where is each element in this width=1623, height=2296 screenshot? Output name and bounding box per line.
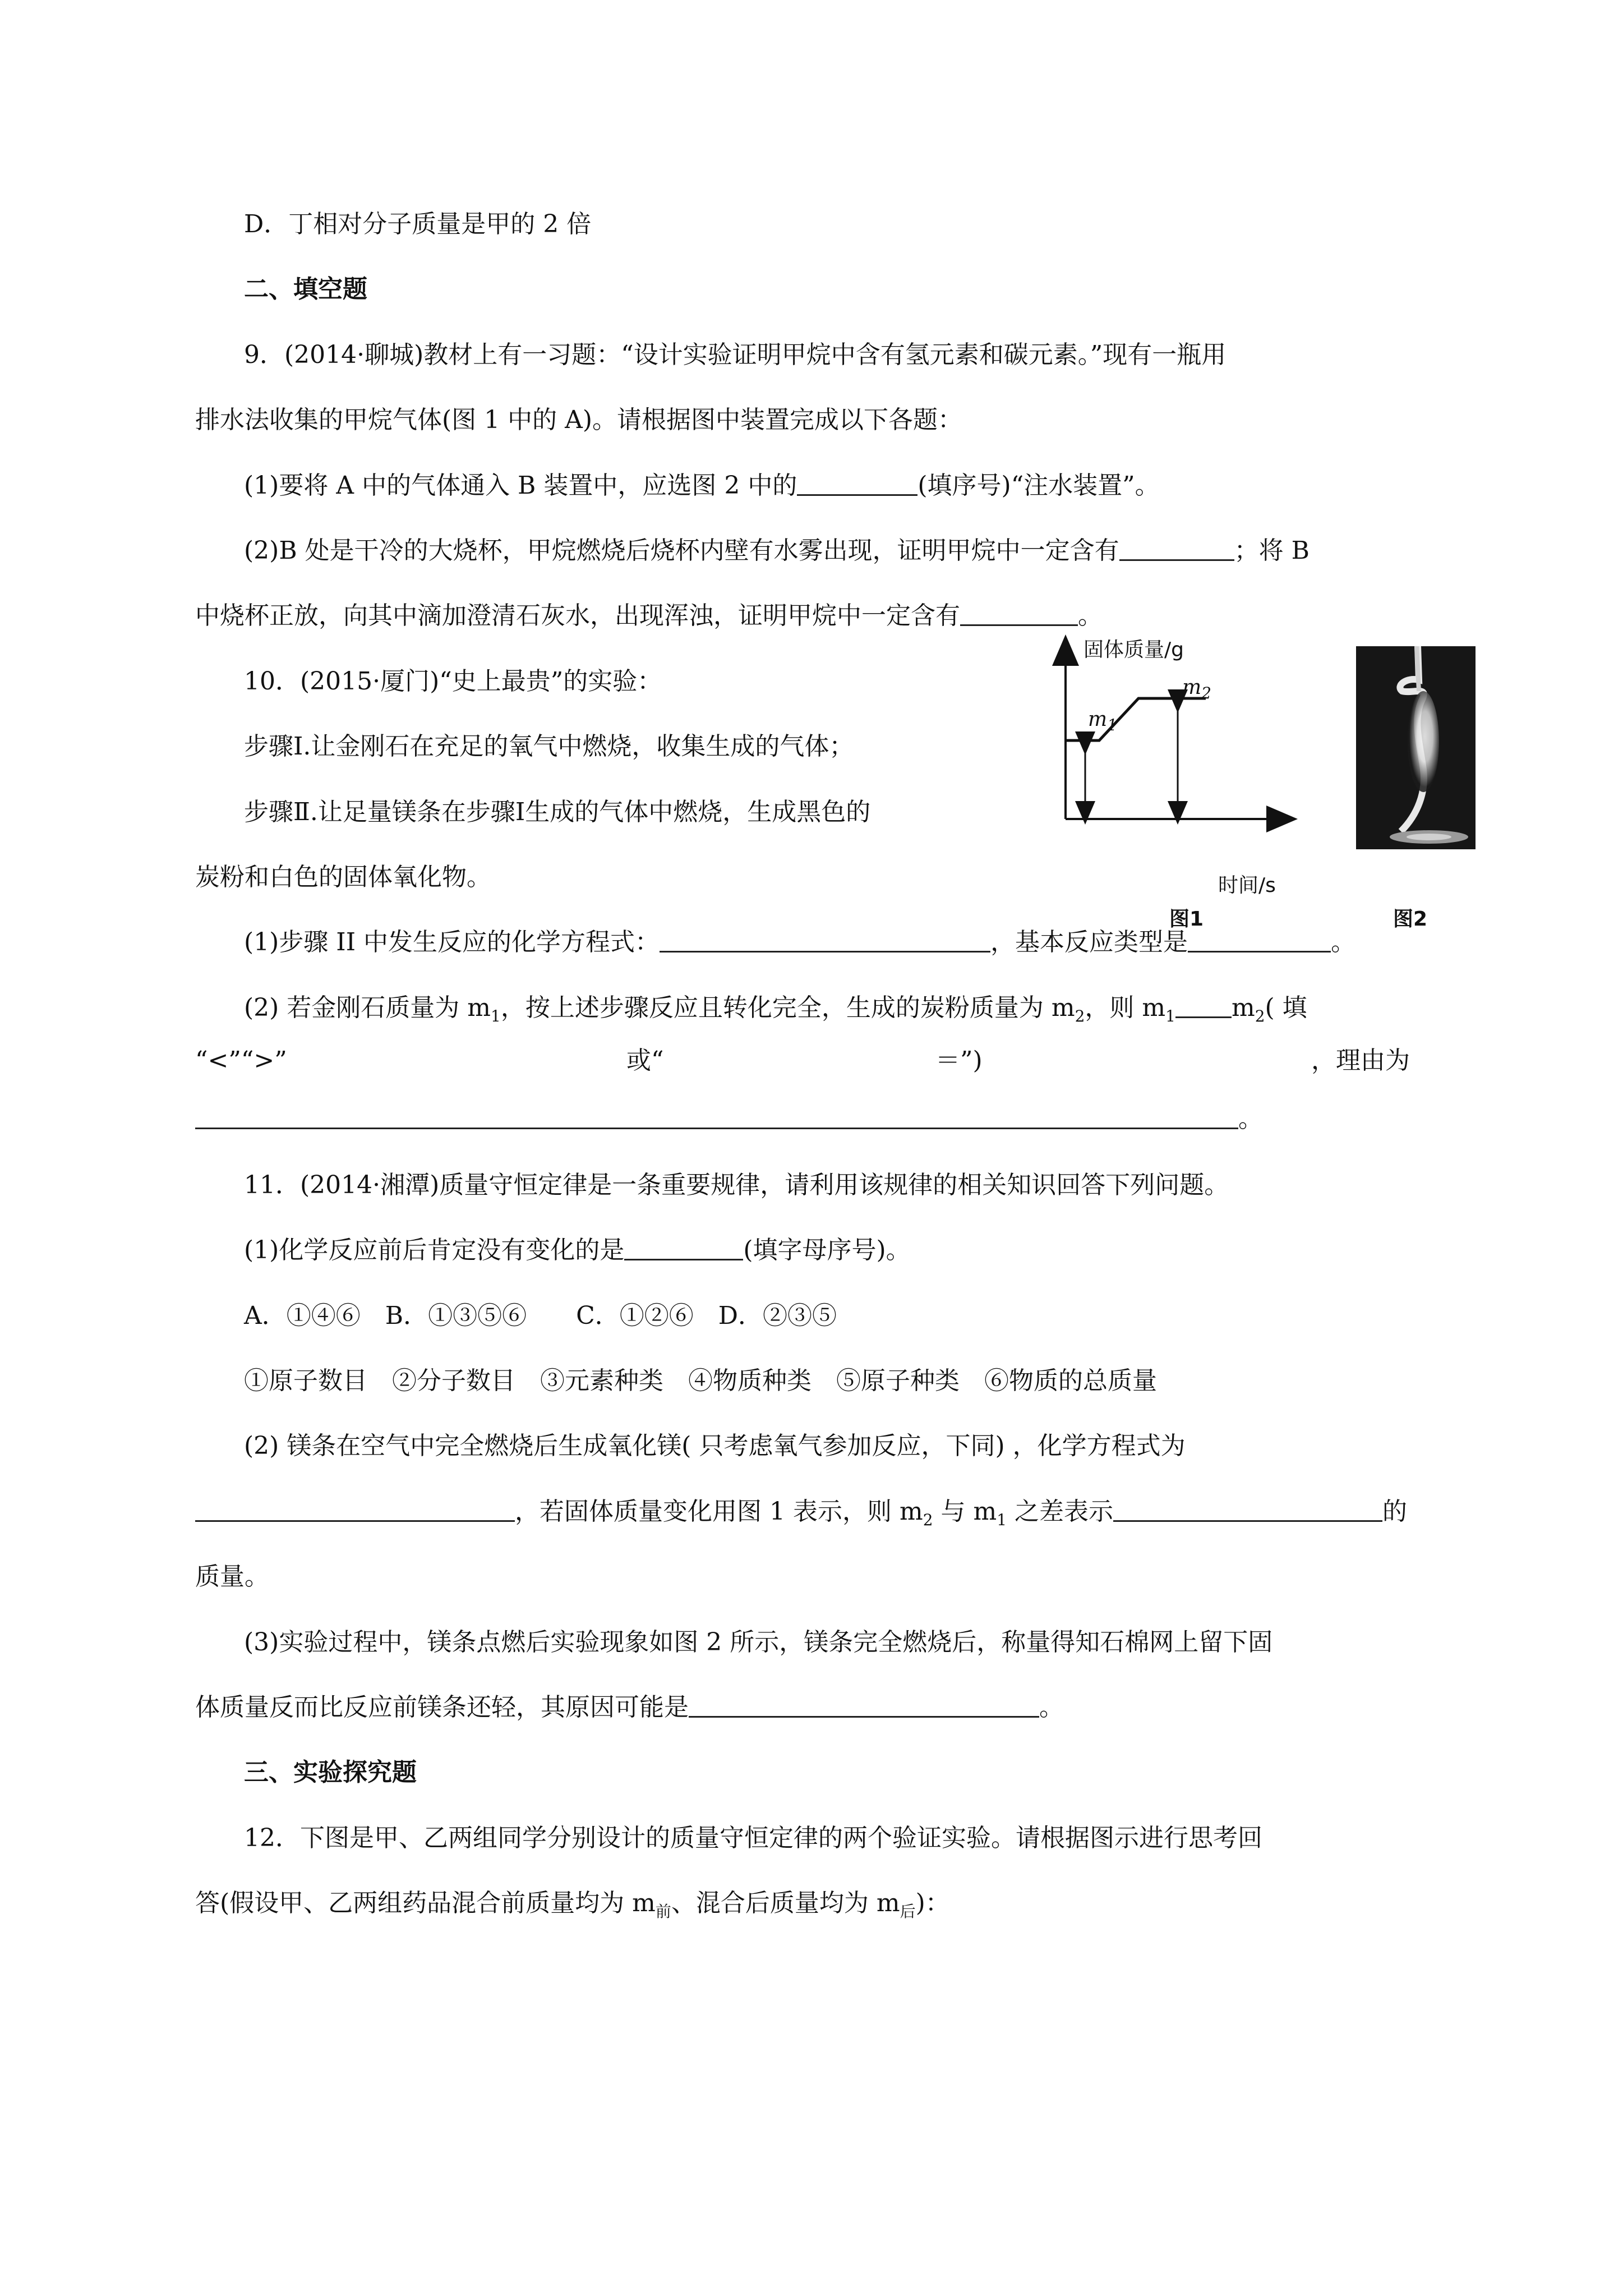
option-d: D．丁相对分子质量是甲的 2 倍	[244, 210, 592, 238]
answer-blank[interactable]	[960, 602, 1078, 626]
figure-2-caption: 图2	[1393, 908, 1428, 931]
q11-line1: 11．(2014·湘潭)质量守恒定律是一条重要规律，请利用该规律的相关知识回答下列问题。	[244, 1171, 1229, 1199]
answer-blank[interactable]	[1188, 928, 1331, 953]
q9-line1: 9．(2014·聊城)教材上有一习题：“设计实验证明甲烷中含有氢元素和碳元素。”现有一瓶用	[244, 341, 1227, 369]
q11-part3-cont: 体质量反而比反应前镁条还轻，其原因可能是 。	[195, 1693, 1064, 1722]
m2-label: $m_2$	[1182, 676, 1211, 703]
mass-curve	[1066, 698, 1206, 740]
q9-part1: (1)要将 A 中的气体通入 B 装置中，应选图 2 中的 (填序号)“注水装置”。	[244, 471, 1160, 500]
answer-blank[interactable]	[689, 1694, 1039, 1718]
section-fill-in: 二、填空题	[244, 275, 367, 303]
q9-part3: 中烧杯正放，向其中滴加澄清石灰水，出现浑浊，证明甲烷中一定含有 。	[195, 601, 1103, 630]
answer-blank[interactable]	[660, 928, 990, 953]
q10-step1: 步骤Ⅰ.让金刚石在充足的氧气中燃烧，收集生成的气体；	[244, 732, 854, 761]
y-axis-label: 固体质量/g	[1083, 638, 1184, 661]
q11-part2-cont: ，若固体质量变化用图 1 表示，则 $m_2$ 与 $m_1$ 之差表示 的	[195, 1495, 1407, 1537]
answer-blank[interactable]	[797, 472, 917, 496]
answer-blank[interactable]	[624, 1236, 743, 1260]
q10-part2-options: “<”“>”	[195, 1046, 287, 1075]
answer-blank[interactable]	[1175, 994, 1232, 1018]
q10-part2-reason: ，理由为	[1311, 1046, 1410, 1075]
q12-line2: 答(假设甲、乙两组药品混合前质量均为 $m_前$、混合后质量均为 $m_后$)：	[195, 1889, 950, 1921]
q11-part2-end: 质量。	[195, 1562, 269, 1591]
q10-line1: 10．(2015·厦门)“史上最贵”的实验：	[244, 667, 662, 696]
q10-part1: (1)步骤 II 中发生反应的化学方程式： ，基本反应类型是 。	[244, 928, 1356, 956]
answer-blank[interactable]	[195, 1498, 515, 1522]
figure-1-caption: 图1	[1169, 908, 1204, 931]
answer-blank[interactable]	[195, 1105, 1238, 1129]
q10-part2-or: 或“	[626, 1046, 664, 1075]
q10-part2-equal: ＝”)	[935, 1046, 983, 1075]
q11-part1: (1)化学反应前后肯定没有变化的是 (填字母序号)。	[244, 1236, 911, 1264]
figure-1-graph	[1043, 634, 1301, 892]
answer-blank[interactable]	[1113, 1498, 1382, 1522]
section-experiment: 三、实验探究题	[244, 1758, 417, 1787]
q11-part3: (3)实验过程中，镁条点燃后实验现象如图 2 所示，镁条完全燃烧后，称量得知石棉网上留下固	[244, 1628, 1273, 1657]
q10-step2-cont: 炭粉和白色的固体氧化物。	[195, 863, 491, 891]
q10-reason-line: 。	[195, 1102, 1263, 1136]
burning-magnesium-image	[1356, 646, 1476, 849]
q10-step2: 步骤Ⅱ.让足量镁条在步骤Ⅰ生成的气体中燃烧，生成黑色的	[244, 798, 871, 826]
q10-part2: (2) 若金刚石质量为 $m_1$，按上述步骤反应且转化完全，生成的炭粉质量为 $m_2$，则 $m_1$ $m_2$( 填	[244, 993, 1307, 1025]
q12-line1: 12．下图是甲、乙两组同学分别设计的质量守恒定律的两个验证实验。请根据图示进行思考回	[244, 1824, 1262, 1852]
answer-blank[interactable]	[1119, 537, 1234, 561]
q9-line2: 排水法收集的甲烷气体(图 1 中的 A)。请根据图中装置完成以下各题：	[195, 406, 963, 434]
q9-part2: (2)B 处是干冷的大烧杯，甲烷燃烧后烧杯内壁有水雾出现，证明甲烷中一定含有 ；将 B	[244, 536, 1310, 565]
q11-options: A．①④⑥ B．①③⑤⑥ C．①②⑥ D．②③⑤	[244, 1301, 837, 1330]
q11-part2: (2) 镁条在空气中完全燃烧后生成氧化镁( 只考虑氧气参加反应，下同) ，化学方程式为	[244, 1432, 1186, 1460]
m1-label: $m_1$	[1088, 708, 1117, 735]
figure-2-photo	[1356, 646, 1476, 849]
x-axis-label: 时间/s	[1218, 874, 1276, 897]
q11-items: ①原子数目 ②分子数目 ③元素种类 ④物质种类 ⑤原子种类 ⑥物质的总质量	[244, 1366, 1157, 1395]
